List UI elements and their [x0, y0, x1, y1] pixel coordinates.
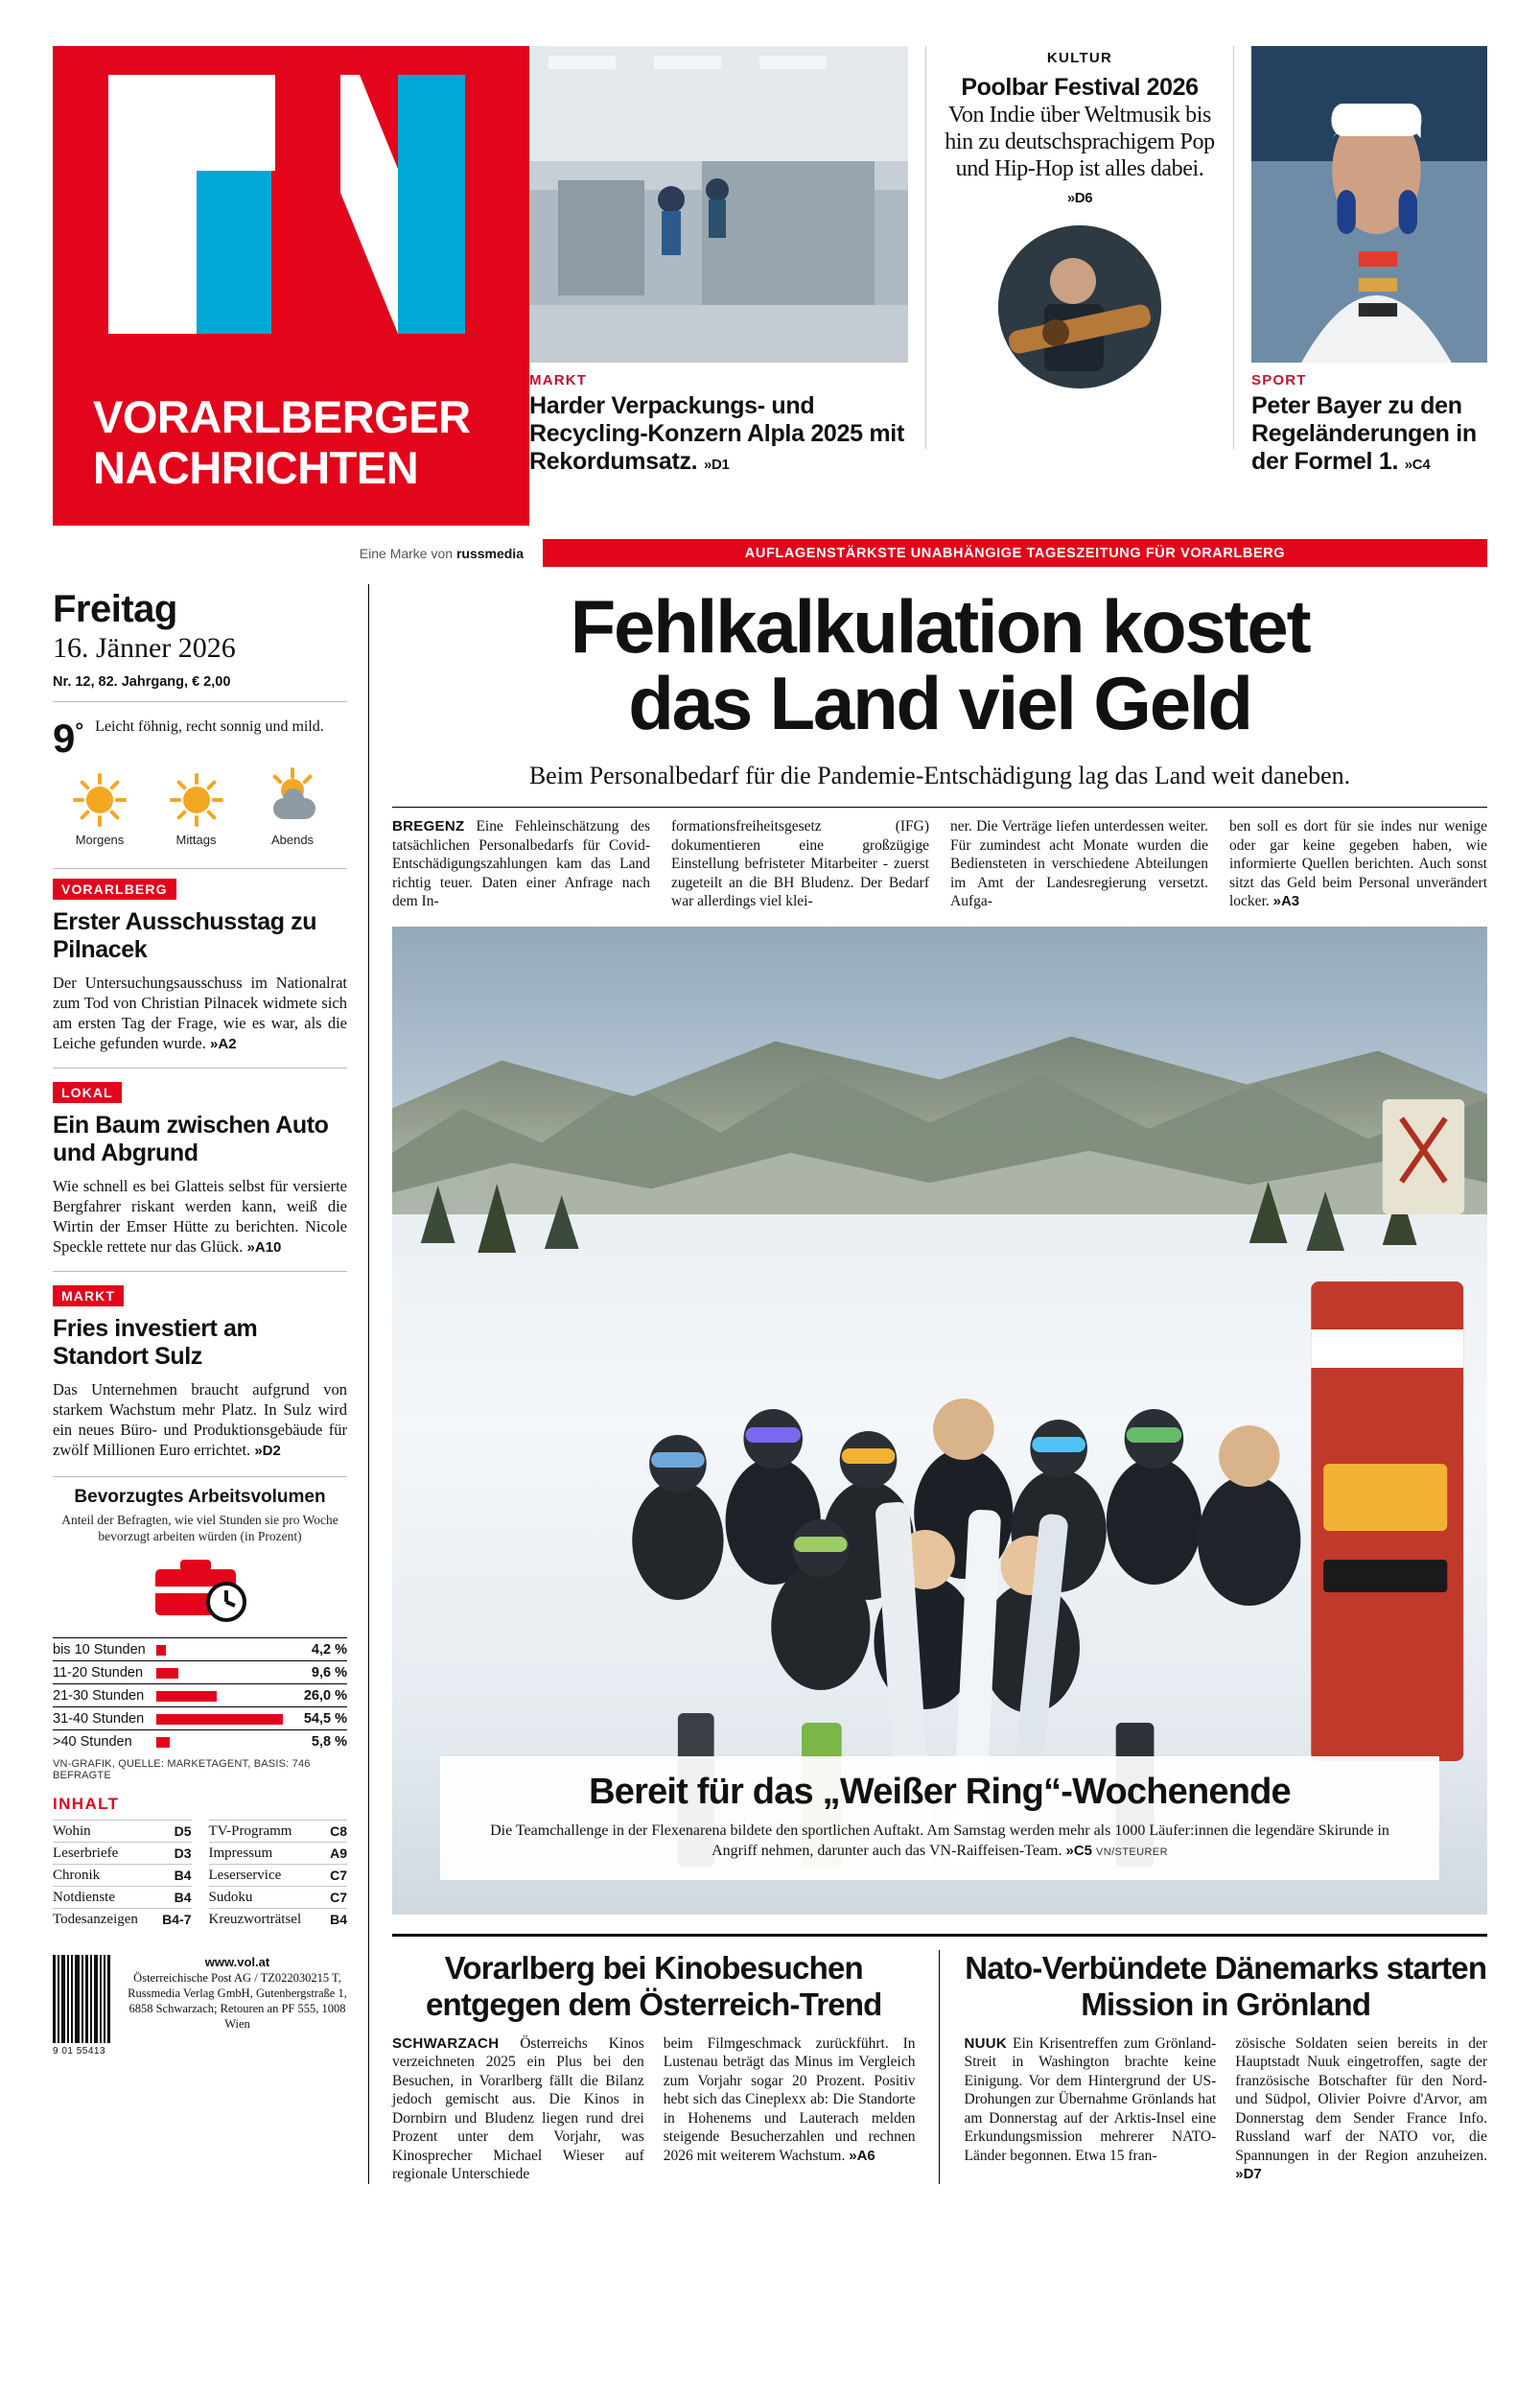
inhalt-column-1	[53, 1820, 192, 1930]
forecast-evening	[251, 773, 334, 847]
vn-logo[interactable]	[53, 46, 529, 526]
inhalt-entry-page: D5	[174, 1823, 192, 1839]
teaser-area	[529, 46, 1487, 526]
website-url[interactable]: www.vol.at	[204, 1955, 270, 1969]
vn-logo-mark	[53, 46, 529, 382]
inhalt-entry[interactable]	[209, 1842, 348, 1864]
teaser-sport-image	[1251, 46, 1487, 363]
dateline: BREGENZ	[392, 818, 465, 835]
headline-line1: Fehlkalkulation kostet	[570, 584, 1310, 669]
logo-title	[93, 391, 471, 493]
brandline-brand: russmedia	[455, 545, 524, 561]
lead-text-4: ben soll es dort für sie indes nur wenige oder gar keine gegeben haben, wie informierte Quellen berichten. Auch sonst sitzt das Geld beim Personal unverändert locker.	[1229, 818, 1487, 909]
hero-caption-body: Die Teamchallenge in der Flexenarena bildete den sportlichen Auftakt. Am Samstag werden mehr als 1000 Läufer:innen die legendäre Skirunde in Angriff nehmen, darunter auch das VN-Raiffeisen-Team.	[490, 1822, 1389, 1859]
article-groenland-dateline: NUUK	[964, 2034, 1008, 2052]
inhalt-index	[53, 1820, 347, 1930]
tagline-bar: AUFLAGENSTÄRKSTE UNABHÄNGIGE TAGESZEITUNG FÜR VORARLBERG	[543, 539, 1487, 567]
article-groenland-body	[965, 2034, 1488, 2184]
inhalt-entry-page: C7	[330, 1890, 347, 1905]
photo-credit: VN/STEURER	[1096, 1846, 1168, 1858]
inhalt-entry-page: B4	[174, 1890, 192, 1905]
article-kino-text2: beim Filmgeschmack zurückführt. In Lustenau beträgt das Minus im Vergleich zum Vorjahr sogar 20 Prozent. Positiv hebt sich das Cineplexx ab: Die Standorte in Hohenems und Lauterach melden steigende Besucherzahlen und rechnen 2026 mit weiterem Wachstum.	[663, 2034, 916, 2164]
lead-text-1: Eine Fehleinschätzung des tatsächlichen Personalbedarfs für Covid-Entschädigungszahlungen kam das Land richtig teuer. Daten einer Anfrage nach dem In-	[392, 818, 650, 909]
inhalt-entry-page: B4-7	[162, 1912, 192, 1927]
sidebar-story-body: Wie schnell es bei Glatteis selbst für versierte Bergfahrer riskant werden kann, weiß die Wirtin der Emser Hütte zu berichten. Nicole Speckle rettete nur das Glück.	[53, 1177, 347, 1256]
forecast-noon	[155, 773, 238, 847]
chart-category: 31-40 Stunden	[53, 1711, 145, 1727]
inhalt-entry-name: Notdienste	[53, 1890, 115, 1905]
weather-widget	[53, 712, 347, 761]
hero-photo	[392, 927, 1487, 1915]
weekday: Freitag	[53, 588, 177, 630]
forecast-evening-label: Abends	[270, 833, 315, 847]
teaser-markt-ref[interactable]: »D1	[703, 457, 730, 473]
sidebar	[53, 584, 369, 2184]
inhalt-entry[interactable]	[53, 1842, 192, 1864]
article-groenland[interactable]	[965, 1950, 1488, 2184]
page-title	[392, 584, 1487, 745]
barcode-lines	[53, 1955, 114, 2043]
chart-value: 9,6 %	[311, 1665, 347, 1681]
inhalt-entry[interactable]	[53, 1864, 192, 1886]
factory-photo	[529, 46, 908, 363]
date: 16. Jänner 2026	[53, 632, 236, 664]
sidebar-story-ref[interactable]: »A2	[210, 1036, 237, 1052]
inhalt-entry[interactable]	[53, 1886, 192, 1908]
teaser-markt-headline-text: Harder Verpackungs- und Recycling-Konzern Alpla 2025 mit Rekordumsatz.	[529, 392, 904, 475]
chart-source: VN-GRAFIK, QUELLE: MARKETAGENT, BASIS: 746 BEFRAGTE	[53, 1758, 311, 1781]
teaser-sport-headline-text: Peter Bayer zu den Regeländerungen in der Formel 1.	[1251, 392, 1477, 475]
article-kino-col1	[392, 2034, 644, 2184]
article-kino[interactable]	[392, 1950, 940, 2184]
sidebar-story-text	[53, 973, 347, 1054]
subheadline: Beim Personalbedarf für die Pandemie-Entschädigung lag das Land weit daneben.	[528, 762, 1351, 789]
sidebar-story-headline: Fries investiert am Standort Sulz	[53, 1315, 258, 1370]
inhalt-entry[interactable]	[209, 1864, 348, 1886]
inhalt-entry-page: C7	[330, 1868, 347, 1883]
article-groenland-text2: zösische Soldaten seien bereits in der Hauptstadt Nuuk eingetroffen, sagte der französische Botschafter für den Nord- und Südpol, Olivier Poivre d'Arvor, am Donnerstag dem Sender France Info. Russland warf der NATO vor, die Spannungen in der Region anzuheizen.	[1235, 2034, 1487, 2164]
logo-title-line2: NACHRICHTEN	[93, 442, 419, 493]
logo-title-line1: VORARLBERGER	[93, 391, 471, 442]
sidebar-story-ref[interactable]: »D2	[254, 1443, 281, 1459]
sidebar-story-ref[interactable]: »A10	[246, 1239, 282, 1256]
forecast-noon-label: Mittags	[175, 833, 217, 847]
hero-caption	[440, 1756, 1439, 1880]
lead-column-3: ner. Die Verträge liefen unterdessen weiter. Für zumindest acht Monate wurden die Bediensteten in verschiedene Abteilungen im Amt der Landesregierung versetzt. Aufga-	[950, 818, 1208, 909]
inhalt-entry-page: B4	[330, 1912, 347, 1927]
sidebar-story-text	[53, 1379, 347, 1461]
chart-bar-row	[53, 1706, 347, 1729]
inhalt-entry-page: A9	[330, 1846, 347, 1861]
chart-bar-row	[53, 1660, 347, 1683]
chart-bar-fill	[156, 1645, 166, 1656]
teaser-kultur-text-body: Von Indie über Weltmusik bis hin zu deutschsprachigem Pop und Hip-Hop ist alles dabei.	[945, 103, 1215, 181]
temperature-unit: °	[75, 718, 84, 742]
brand-strip	[0, 539, 1540, 567]
chart-bar-track	[156, 1645, 293, 1656]
chart-category: bis 10 Stunden	[53, 1642, 146, 1657]
briefcase-clock-icon	[53, 1552, 347, 1628]
chart-bar-track	[156, 1691, 293, 1702]
chart-bar-track	[156, 1668, 293, 1679]
section-tag-markt: MARKT	[53, 1285, 124, 1306]
sidebar-footer	[53, 1955, 347, 2060]
weather-description: Leicht föhnig, recht sonnig und mild.	[95, 718, 324, 735]
inhalt-entry-page: D3	[174, 1846, 192, 1861]
barcode	[53, 1955, 114, 2060]
chart-value: 4,2 %	[311, 1642, 347, 1657]
sidebar-story-markt[interactable]	[53, 1285, 347, 1461]
chart-subtitle: Anteil der Befragten, wie viel Stunden sie pro Woche bevorzugt arbeiten würden (in Prozent)	[61, 1513, 338, 1543]
chart-bar-row	[53, 1683, 347, 1706]
imprint-text: Österreichische Post AG / TZ022030215 T, Russmedia Verlag GmbH, Gutenbergstraße 1, 6858 Schwarzach; Retouren an PF 555, 1008 Wien	[128, 1971, 347, 2031]
section-tag-vorarlberg: VORARLBERG	[53, 879, 176, 900]
weather-forecast	[53, 773, 347, 847]
inhalt-entry-name: Wohin	[53, 1823, 91, 1839]
lead-column-2: formationsfreiheitsgesetz (IFG) dokumentieren eine großzügige Einstellung befristeter Mitarbeiter - zuerst zugeteilt an die BH Bludenz. Der Bedarf war allerdings viel klei-	[671, 818, 929, 909]
chart-bar-track	[156, 1714, 293, 1725]
brandline-prefix: Eine Marke von	[359, 545, 454, 561]
chart-bar-fill	[156, 1691, 217, 1702]
inhalt-entry-name: Leserbriefe	[53, 1846, 119, 1861]
tree-line	[421, 1182, 1417, 1253]
article-kino-text1: Österreichs Kinos verzeichneten 2025 ein Plus bei den Besuchen, in Vorarlberg fällt die Bilanz jedoch gemischt aus. Die Kinos in Dornbirn und Bludenz liegen rund drei Prozent unter dem Vorjahr, was Kinosprecher Michael Wieser auf regionale Unterschiede	[392, 2034, 644, 2182]
inhalt-entry-name: TV-Programm	[208, 1823, 292, 1839]
forecast-morning-label: Morgens	[75, 833, 125, 847]
briefcase-clock-svg	[148, 1552, 253, 1623]
article-kino-dateline: SCHWARZACH	[392, 2034, 500, 2052]
ski-flag	[1383, 1099, 1464, 1214]
article-groenland-col2	[1235, 2034, 1487, 2184]
inhalt-label: INHALT	[53, 1795, 120, 1813]
teaser-kultur-text	[942, 102, 1218, 212]
sidebar-story-body: Das Unternehmen braucht aufgrund von starkem Wachstum mehr Platz. In Sulz wird ein neues Büro- und Produktionsgebäude für zwölf Millionen Euro errichtet.	[53, 1380, 347, 1459]
chart-category: 21-30 Stunden	[53, 1688, 145, 1704]
teaser-kultur-image	[998, 225, 1161, 388]
sidebar-story-headline: Erster Ausschusstag zu Pilnacek	[53, 908, 317, 963]
teaser-markt[interactable]	[529, 46, 925, 475]
chart-value: 54,5 %	[303, 1711, 347, 1727]
vn-logo-icon	[53, 46, 529, 382]
brandline	[53, 546, 529, 561]
portrait-photo	[1251, 46, 1487, 363]
sidebar-story-text	[53, 1176, 347, 1258]
sun-icon	[170, 773, 223, 827]
masthead	[0, 0, 1540, 526]
hero-caption-title: Bereit für das „Weißer Ring“-Wochenende	[589, 1771, 1291, 1812]
divider	[53, 868, 347, 869]
teaser-markt-kicker: MARKT	[529, 372, 588, 388]
divider	[53, 1271, 347, 1272]
article-kino-col2	[664, 2034, 916, 2184]
teaser-sport[interactable]	[1234, 46, 1487, 475]
article-kino-body	[392, 2034, 916, 2184]
teaser-markt-headline[interactable]	[529, 392, 908, 479]
chart-bar-track	[156, 1737, 293, 1748]
article-groenland-text1: Ein Krisentreffen zum Grönland-Streit in Washington brachte keine Einigung. Vor dem Hintergrund der US-Drohungen zur Übernahme Grönlands hat am Donnerstag auf der Arktis-Insel eine Erkundungsmission mehrerer NATO-Länder begonnen. Etwa 15 fran-	[964, 2034, 1217, 2164]
inhalt-entry-name: Impressum	[208, 1846, 273, 1861]
article-groenland-col1	[965, 2034, 1217, 2184]
inhalt-entry[interactable]	[209, 1820, 348, 1842]
chart-bar-row	[53, 1637, 347, 1660]
imprint	[128, 1955, 347, 2032]
article-kino-ref[interactable]: »A6	[849, 2147, 875, 2164]
sun-cloud-icon	[266, 773, 319, 827]
divider	[53, 1476, 347, 1477]
inhalt-entry-name: Sudoku	[208, 1890, 253, 1905]
teaser-sport-kicker: SPORT	[1251, 372, 1307, 388]
inhalt-entry-page: C8	[330, 1823, 347, 1839]
hero-caption-ref[interactable]: »C5	[1065, 1842, 1093, 1859]
teaser-markt-image	[529, 46, 908, 363]
teaser-kultur-kicker: KULTUR	[1046, 50, 1113, 66]
musician-photo	[998, 225, 1161, 388]
inhalt-entry[interactable]	[209, 1886, 348, 1908]
headline-line2: das Land viel Geld	[628, 661, 1251, 745]
chart-bevorzugtes-arbeitsvolumen	[53, 1487, 347, 1781]
teaser-kultur-title: Poolbar Festival 2026	[961, 74, 1199, 101]
divider	[53, 701, 347, 702]
inhalt-column-2	[209, 1820, 348, 1930]
inhalt-entry-name: Leserservice	[208, 1868, 282, 1883]
article-groenland-headline: Nato-Verbündete Dänemarks starten Mission in Grönland	[965, 1949, 1487, 2022]
page-body	[0, 584, 1540, 2184]
inhalt-entry[interactable]	[209, 1908, 348, 1930]
teaser-row	[529, 46, 1487, 475]
teaser-kultur[interactable]	[925, 46, 1234, 449]
inhalt-entry-page: B4	[174, 1868, 192, 1883]
inhalt-entry-name: Todesanzeigen	[53, 1912, 138, 1927]
sun-icon	[73, 773, 127, 827]
barcode-number: 9 01 55413	[53, 2046, 106, 2057]
inhalt-entry-name: Kreuzworträtsel	[208, 1912, 302, 1927]
chart-title: Bevorzugtes Arbeitsvolumen	[74, 1487, 326, 1507]
temperature-value: 9	[53, 716, 76, 761]
forecast-morning	[58, 773, 141, 847]
article-groenland-ref[interactable]: »D7	[1235, 2166, 1262, 2182]
sidebar-story-body: Der Untersuchungsausschuss im Nationalrat zum Tod von Christian Pilnacek widmete sich am ersten Tag der Frage, wie es war, als die Leiche gefunden wurde.	[53, 974, 347, 1052]
article-kino-headline: Vorarlberg bei Kinobesuchen entgegen dem Österreich-Trend	[425, 1949, 882, 2022]
lead-ref[interactable]: »A3	[1272, 893, 1300, 909]
temperature	[53, 712, 84, 761]
chart-bar-row	[53, 1729, 347, 1752]
hero-caption-text	[467, 1821, 1412, 1863]
chart-bar-fill	[156, 1714, 283, 1725]
inhalt-entry-name: Chronik	[53, 1868, 101, 1883]
inhalt-entry[interactable]	[53, 1820, 192, 1842]
lead-article	[392, 807, 1487, 911]
sidebar-story-headline: Ein Baum zwischen Auto und Abgrund	[53, 1112, 329, 1166]
chart-value: 5,8 %	[311, 1734, 347, 1750]
chart-value: 26,0 %	[303, 1688, 347, 1704]
sponsor-banner	[1311, 1281, 1463, 1761]
chart-category: >40 Stunden	[53, 1734, 132, 1750]
teaser-kultur-ref[interactable]: »D6	[1066, 190, 1093, 206]
divider	[53, 1068, 347, 1069]
main-content	[369, 584, 1487, 2184]
bottom-articles	[392, 1934, 1487, 2184]
chart-bar-fill	[156, 1668, 178, 1679]
inhalt-entry[interactable]	[53, 1908, 192, 1930]
teaser-sport-ref[interactable]: »C4	[1404, 457, 1431, 473]
teaser-sport-headline[interactable]	[1251, 392, 1487, 479]
chart-bar-fill	[156, 1737, 170, 1748]
sidebar-story-vorarlberg[interactable]	[53, 879, 347, 1054]
chart-category: 11-20 Stunden	[53, 1665, 144, 1681]
issue-info: Nr. 12, 82. Jahrgang, € 2,00	[53, 674, 231, 690]
lead-column-1	[392, 817, 650, 911]
lead-column-4	[1229, 817, 1487, 911]
sidebar-story-lokal[interactable]	[53, 1082, 347, 1258]
section-tag-lokal: LOKAL	[53, 1082, 122, 1103]
